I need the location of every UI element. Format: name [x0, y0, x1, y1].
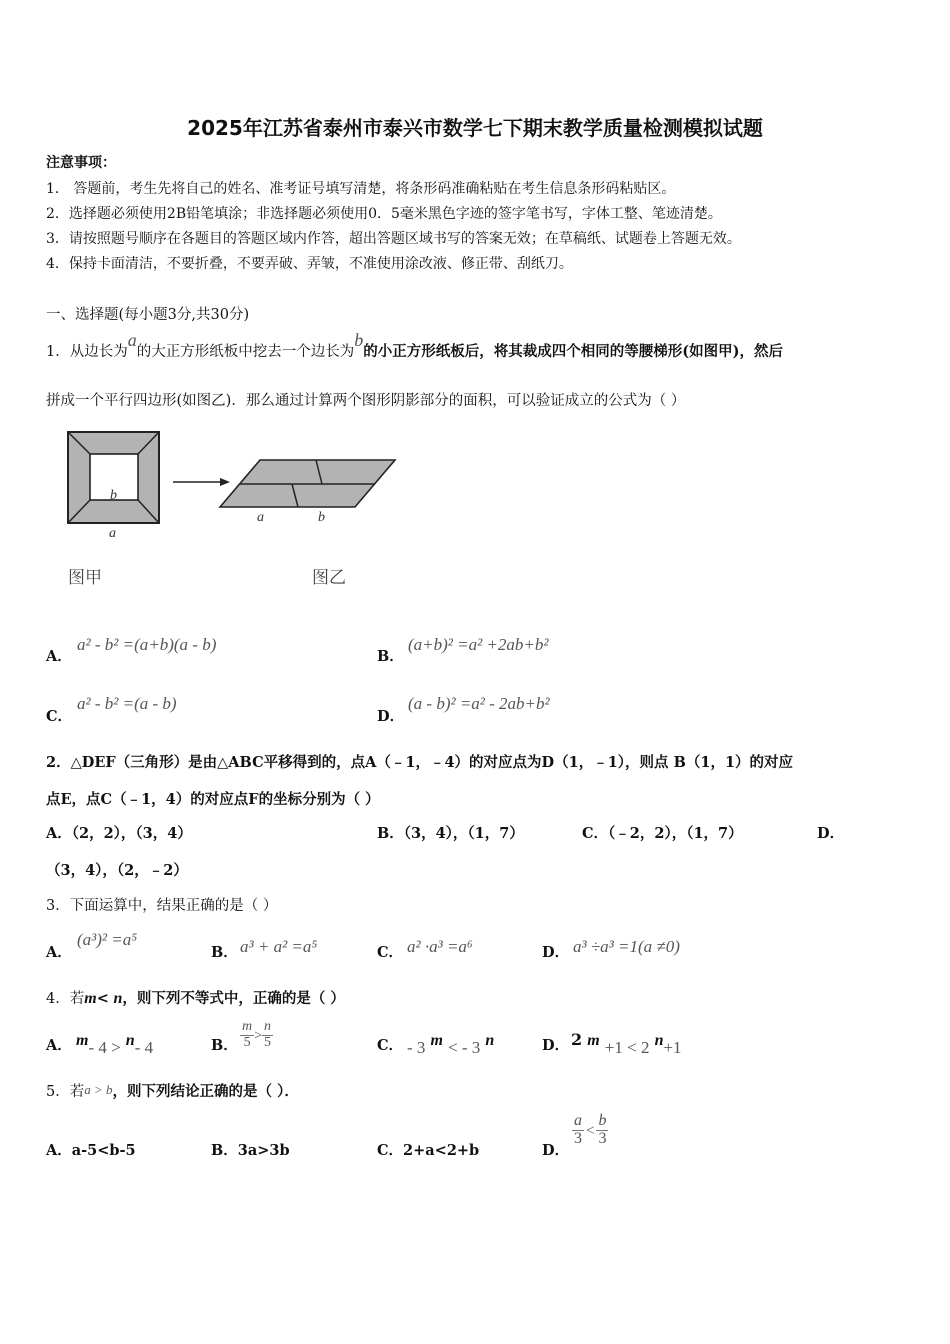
question-4-stem: 4．若m< n，则下列不等式中，正确的是（ ） [46, 990, 345, 1007]
notice-item: 1． 答题前，考生先将自己的姓名、准考证号填写清楚，将条形码准确粘贴在考生信息条形码粘贴区。 [46, 181, 676, 197]
option-label: A． [46, 648, 72, 665]
notice-item: 2．选择题必须使用2B铅笔填涂；非选择题必须使用0．5毫米黑色字迹的签字笔书写，字体工整、笔迹清楚。 [46, 206, 722, 222]
question-2-line-1: 2．△DEF（三角形）是由△ABC平移得到的，点A（﹣1，﹣4）的对应点为D（1，﹣1），则点 B（1，1）的对应 [46, 754, 794, 771]
figure-jia [68, 432, 159, 523]
question-2-line-2: 点E，点C（﹣1，4）的对应点F的坐标分别为（ ） [46, 791, 380, 808]
q4-option-a-expr: m- 4 > n- 4 [76, 1032, 154, 1057]
q5-option-a: A．a-5<b-5 [46, 1142, 136, 1159]
option-label: C． [377, 944, 404, 961]
option-label: B． [377, 648, 404, 665]
q1-option-c-expr: a² - b² =(a - b) [77, 694, 177, 713]
q5-option-d-expr: $\frac{a}{3}$ < $\frac{b}{3}$ [574, 1112, 607, 1147]
figure-yi [220, 460, 395, 507]
q4-option-b-expr: $\frac{m}{5}$ > $\frac{n}{5}$ [242, 1019, 272, 1050]
q2-option-b: B．（3，4），（1，7） [377, 825, 524, 842]
q5-option-c: C．2+a<2+b [377, 1142, 480, 1159]
option-label: D． [542, 944, 570, 961]
figure-square-and-parallelogram [60, 425, 410, 595]
outer-side-label: a [109, 526, 116, 541]
q5-option-b: B．3a>3b [211, 1142, 290, 1159]
option-label: D． [542, 1142, 570, 1159]
q1-option-b-expr: (a+b)² =a² +2ab+b² [408, 635, 549, 654]
option-label: B． [211, 944, 238, 961]
question-1-line-2: 拼成一个平行四边形(如图乙)．那么通过计算两个图形阴影部分的面积，可以验证成立的公式为（ ） [46, 393, 686, 409]
notice-item: 4．保持卡面清洁，不要折叠，不要弄破、弄皱，不准使用涂改液、修正带、刮纸刀。 [46, 256, 573, 272]
q2-option-d-label: D． [817, 825, 845, 842]
q2-option-d: （3，4），（2，﹣2） [46, 862, 188, 879]
question-3-stem: 3．下面运算中，结果正确的是（ ） [46, 898, 278, 914]
caption-yi: 图乙 [312, 568, 346, 588]
option-label: D． [377, 708, 405, 725]
q3-option-b-expr: a³ + a² =a⁵ [240, 937, 318, 956]
option-label: C． [46, 708, 73, 725]
q1-option-a-expr: a² - b² =(a+b)(a - b) [77, 635, 217, 654]
option-label: A． [46, 944, 72, 961]
question-5-stem: 5．若a > b，则下列结论正确的是（ ）． [46, 1082, 299, 1100]
section-heading: 一、选择题(每小题3分,共30分) [46, 307, 250, 323]
q3-option-d-expr: a³ ÷a³ =1(a ≠0) [573, 937, 680, 956]
notice-item: 3．请按照题号顺序在各题目的答题区域内作答，超出答题区域书写的答案无效；在草稿纸、试题卷上答题无效。 [46, 231, 741, 247]
q3-option-a-expr: (a³)² =a⁵ [77, 930, 138, 949]
q4-option-d-expr: 2 m +1 < 2 n+1 [571, 1030, 682, 1057]
q3-option-c-expr: a² ·a³ =a⁶ [407, 937, 473, 956]
q4-option-c-expr: - 3 m < - 3 n [407, 1032, 495, 1057]
para-a-label: a [257, 510, 264, 525]
para-b-label: b [318, 510, 325, 525]
q1-option-d-expr: (a - b)² =a² - 2ab+b² [408, 694, 550, 713]
notice-heading: 注意事项： [46, 155, 116, 171]
q2-option-c: C．（﹣2，2），（1，7） [582, 825, 743, 842]
page-title: 2025年江苏省泰州市泰兴市数学七下期末教学质量检测模拟试题 [187, 116, 763, 140]
option-label: C． [377, 1037, 404, 1054]
option-label: B． [211, 1037, 238, 1054]
inner-side-label: b [110, 488, 117, 503]
option-label: A． [46, 1037, 72, 1054]
arrow [173, 478, 230, 486]
option-label: D． [542, 1037, 570, 1054]
caption-jia: 图甲 [68, 568, 102, 588]
q2-option-a: A．（2，2），（3，4） [46, 825, 192, 842]
question-1-line-1: 1．从边长为a的大正方形纸板中挖去一个边长为b的小正方形纸板后，将其裁成四个相同的等腰梯形(如图甲)，然后 [46, 330, 783, 360]
